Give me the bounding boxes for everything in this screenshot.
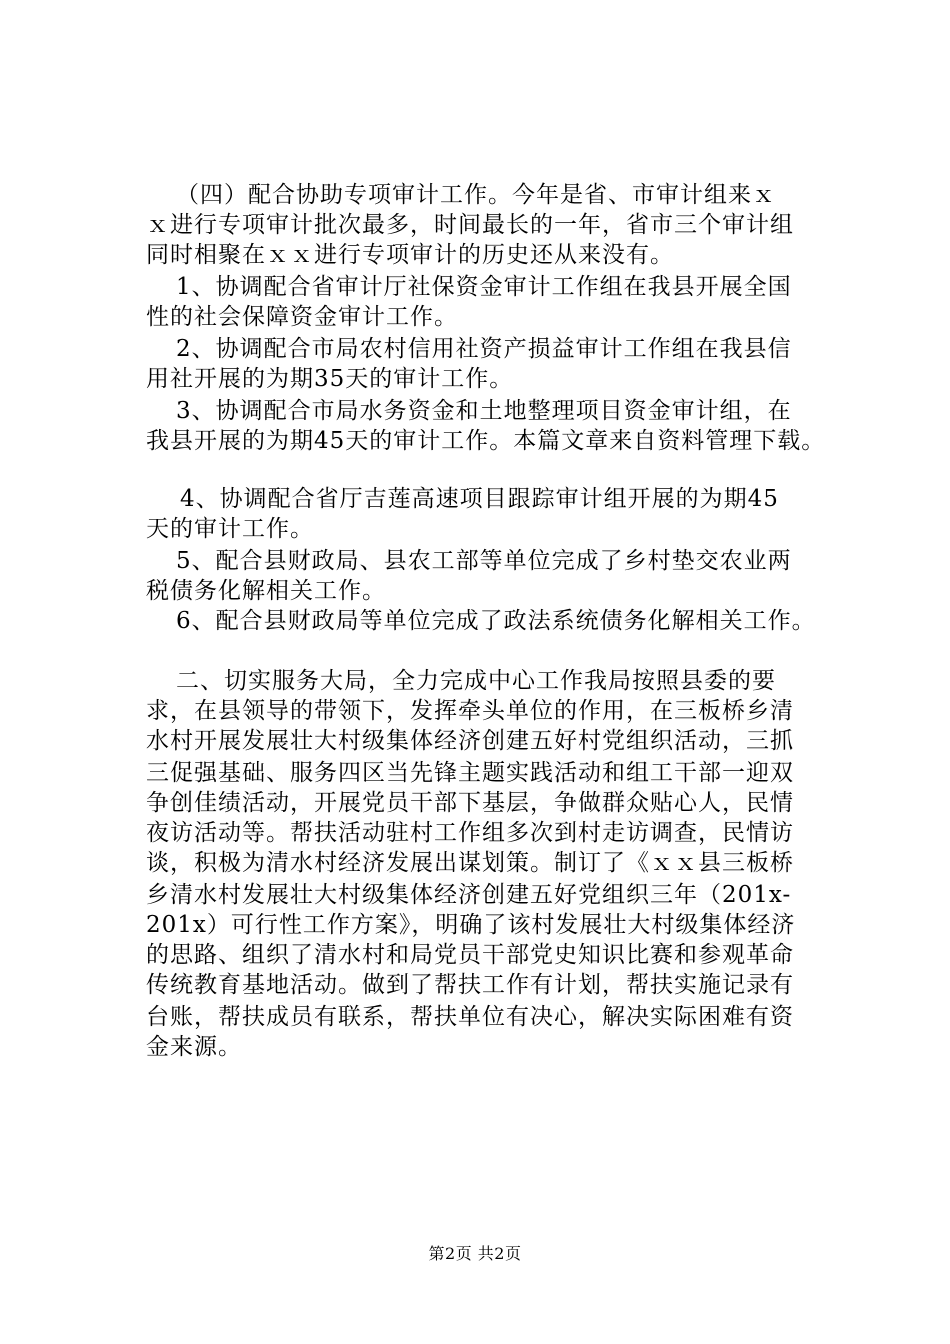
text-line: ｘ进行专项审计批次最多，时间最长的一年，省市三个审计组 [146,212,794,238]
text-line: 性的社会保障资金审计工作。 [146,304,458,330]
text-line: （四）配合协助专项审计工作。今年是省、市审计组来ｘ [176,182,776,208]
text-line: 乡清水村发展壮大村级集体经济创建五好党组织三年（201x- [146,882,792,908]
text-line: 6、配合县财政局等单位完成了政法系统债务化解相关工作。 [176,608,816,634]
text-line: 的思路、组织了清水村和局党员干部党史知识比赛和参观革命 [146,942,794,968]
text-line: 4、协调配合省厅吉莲高速项目跟踪审计组开展的为期45 [180,486,779,512]
text-line: 争创佳绩活动，开展党员干部下基层，争做群众贴心人，民情 [146,790,794,816]
text-line: 我县开展的为期45天的审计工作。本篇文章来自资料管理下载。 [146,428,826,454]
text-line: 二、切实服务大局，全力完成中心工作我局按照县委的要 [176,668,776,694]
text-line: 传统教育基地活动。做到了帮扶工作有计划，帮扶实施记录有 [146,972,794,998]
text-line: 夜访活动等。帮扶活动驻村工作组多次到村走访调查，民情访 [146,820,794,846]
text-line: 水村开展发展壮大村级集体经济创建五好村党组织活动，三抓 [146,728,794,754]
text-line: 同时相聚在ｘｘ进行专项审计的历史还从来没有。 [146,242,674,268]
text-line: 三促强基础、服务四区当先锋主题实践活动和组工干部一迎双 [146,760,794,786]
text-line: 天的审计工作。 [146,516,314,542]
text-line: 5、配合县财政局、县农工部等单位完成了乡村垫交农业两 [176,548,792,574]
text-line: 用社开展的为期35天的审计工作。 [146,366,514,392]
text-line: 台账，帮扶成员有联系，帮扶单位有决心，解决实际困难有资 [146,1004,794,1030]
text-line: 201x）可行性工作方案》，明确了该村发展壮大村级集体经济 [146,912,796,938]
text-line: 谈，积极为清水村经济发展出谋划策。制订了《ｘｘ县三板桥 [146,850,794,876]
page-number-footer: 第2页 共2页 [428,1244,522,1263]
text-line: 3、协调配合市局水务资金和土地整理项目资金审计组，在 [176,398,792,424]
text-line: 税债务化解相关工作。 [146,578,386,604]
text-line: 1、协调配合省审计厅社保资金审计工作组在我县开展全国 [176,274,792,300]
text-line: 求，在县领导的带领下，发挥牵头单位的作用，在三板桥乡清 [146,698,794,724]
text-line: 金来源。 [146,1034,242,1060]
text-line: 2、协调配合市局农村信用社资产损益审计工作组在我县信 [176,336,792,362]
